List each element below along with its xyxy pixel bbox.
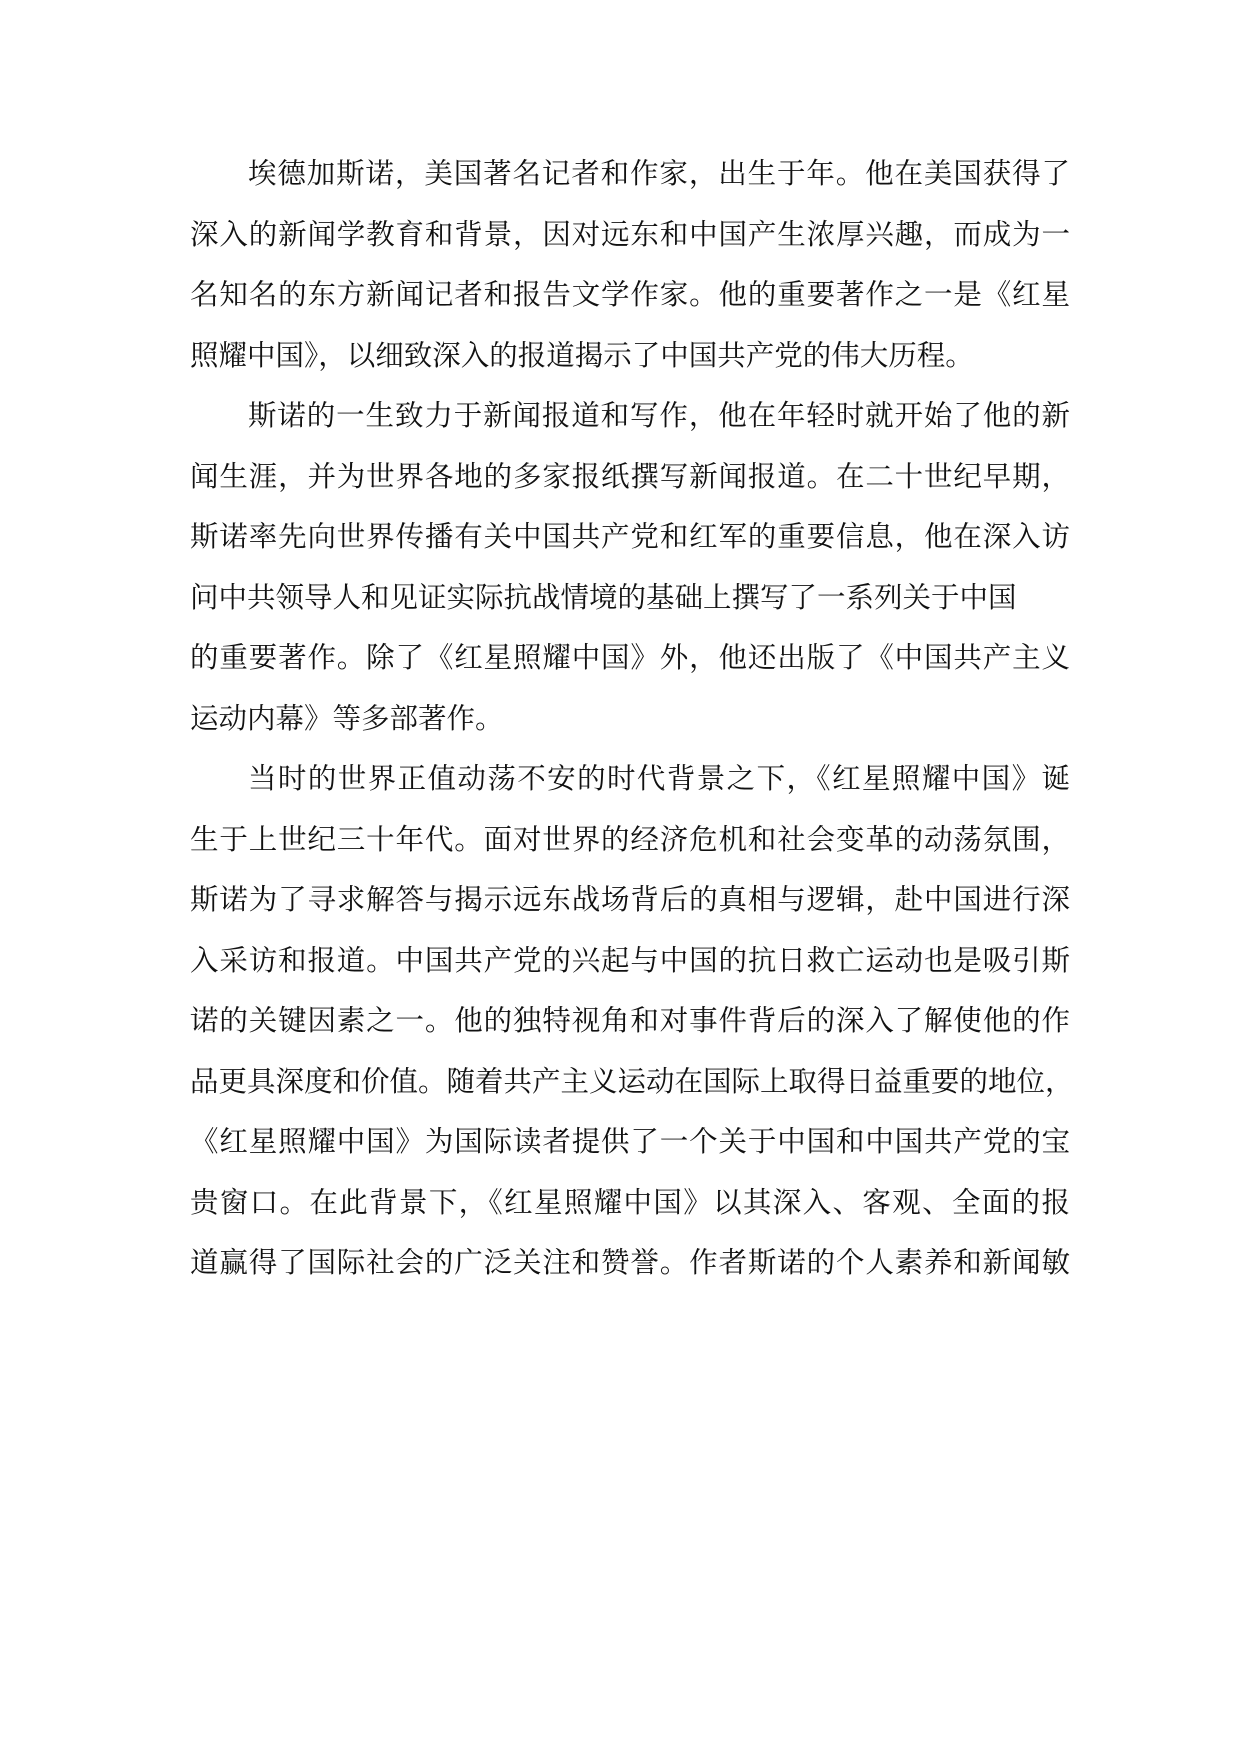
text-line: 贵窗口。在此背景下，《红星照耀中国》以其深入、客观、全面的报	[190, 1185, 1070, 1219]
text-line: 斯诺率先向世界传播有关中国共产党和红军的重要信息，他在深入访	[190, 520, 1070, 553]
text-line: 深入的新闻学教育和背景，因对远东和中国产生浓厚兴趣，而成为一	[190, 217, 1070, 251]
text-line: 品更具深度和价值。随着共产主义运动在国际上取得日益重要的地位，	[190, 1064, 1074, 1098]
text-line: 道赢得了国际社会的广泛关注和赞誉。作者斯诺的个人素养和新闻敏	[190, 1246, 1070, 1279]
paragraph-1	[190, 144, 1070, 386]
text-line: 的重要著作。除了《红星照耀中国》外，他还出版了《中国共产主义	[190, 641, 1070, 674]
text-line: 生于上世纪三十年代。面对世界的经济危机和社会变革的动荡氛围，	[190, 822, 1070, 856]
text-line: 诺的关键因素之一。他的独特视角和对事件背后的深入了解使他的作	[190, 1004, 1070, 1037]
text-line: 运动内幕》等多部著作。	[190, 701, 504, 735]
text-line: 斯诺为了寻求解答与揭示远东战场背后的真相与逻辑，赴中国进行深	[190, 883, 1070, 916]
body-text	[190, 144, 1074, 1294]
text-line: 照耀中国》，以细致深入的报道揭示了中国共产党的伟大历程。	[190, 338, 974, 372]
text-line: 问中共领导人和见证实际抗战情境的基础上撰写了一系列关于中国	[190, 580, 1017, 614]
text-line: 斯诺的一生致力于新闻报道和写作，他在年轻时就开始了他的新	[248, 399, 1070, 432]
text-line: 闻生涯，并为世界各地的多家报纸撰写新闻报道。在二十世纪早期，	[190, 459, 1070, 493]
text-line: 入采访和报道。中国共产党的兴起与中国的抗日救亡运动也是吸引斯	[190, 943, 1070, 977]
text-line: 当时的世界正值动荡不安的时代背景之下，《红星照耀中国》诞	[248, 762, 1070, 795]
text-line: 《红星照耀中国》为国际读者提供了一个关于中国和中国共产党的宝	[190, 1125, 1070, 1158]
paragraph-2	[190, 386, 1070, 749]
text-line: 名知名的东方新闻记者和报告文学作家。他的重要著作之一是《红星	[190, 278, 1070, 311]
paragraph-3	[190, 749, 1074, 1294]
text-line: 埃德加斯诺，美国著名记者和作家，出生于年。他在美国获得了	[248, 157, 1070, 190]
